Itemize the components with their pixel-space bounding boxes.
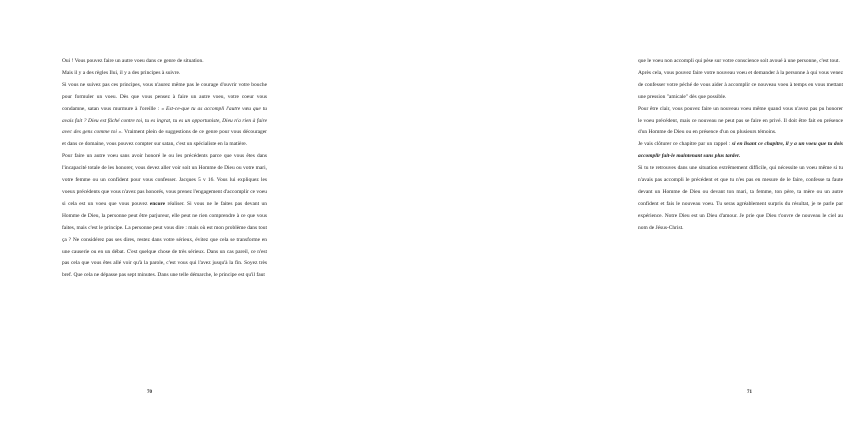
paragraph: Si vous ne suivez pas ces principes, vous n'aurez même pas le courage d'ouvrir votre bouche pour formuler un voeu. Dès que vous pensez à faire un autre voeu, votre coeur vous condamne, satan vous murmure à l'oreille : « Est-ce-que tu as accompli l'autre vœu que tu avais fait ? Dieu est fâché contre toi, tu es ingrat, tu es un opportuniste, Dieu n'a rien à faire avec des gens comme toi ». Vraiment plein de suggestions de ce genre pour vous décourager et dans ce domaine, vous pouvez compter sur satan, c'est un spécialiste en la matière. bbox=[62, 81, 267, 148]
paragraph: Mais il y a des règles Ilui, il y a des principes à suivre. bbox=[62, 69, 181, 76]
paragraph: Je vais clôturer ce chapitre par un rappel : si en lisant ce chapitre, il y a un voeu que tu dois accomplir fait-le maintenant sans plus tarder. bbox=[638, 141, 843, 160]
italic-quote: « Est-ce-que tu as accompli l'autre vœu que tu avais fait ? Dieu est fâché contre toi, tu es ingrat, tu es un opportuniste, Dieu n'a rien à faire avec des gens comme toi » bbox=[62, 105, 267, 136]
paragraph: Pour être clair, vous pouvez faire un nouveau voeu même quand vous n'avez pas pu honorer le voeu précédent, mais ce nouveau ne peut pas se faire en privé. Il doit être fait en présence d'un Homme de Dieu ou en présence d'un ou plusieurs témoins. bbox=[638, 105, 843, 136]
right-page-text bbox=[638, 56, 843, 235]
left-page bbox=[0, 0, 300, 424]
paragraph: Pour faire un autre voeu sans avoir honoré le ou les précédents parce que vous êtes dans l'incapacité totale de les honorer, vous devez aller voir soit un Homme de Dieu ou votre mari, votre femme ou un confident pour vous confesser. Jacques 5 v 16. Vous lui expliquez les voeux précédents que vous n'avez pas honorés, vous prenez l'engagement d'accomplir ce voeu si cela est un voeu que vous pouvez encore réaliser. Si vous ne le faites pas devant un Homme de Dieu, la personne peut être parjureur, elle peut ne rien comprendre à ce que vous faites, mais c'est le principe. La personne peut vous dire : mais où est mon problème dans tout ça ? Ne considérez pas ses dires, restez dans votre sérieux, évitez que cela se transforme en une causerie ou en un débat. C'est quelque chose de très sérieux. Dans un cas pareil, ce n'est pas cela que vous êtes allé voir qu'à la parole, c'est vous qui l'avez jusqu'à la fin. Soyez très bref. Que cela ne dépasse pas sept minutes. Dans une telle démarche, le principe est qu'il faut bbox=[62, 153, 267, 279]
page-number-left: 70 bbox=[147, 390, 152, 395]
bold-italic-emphasis: si en lisant ce chapitre, il y a un voeu que tu dois accomplir fait-le maintenant sans plus tarder. bbox=[638, 141, 843, 160]
paragraph: Si tu te retrouves dans une situation extrêmement difficile, qui nécessite un voeu même si tu n'avais pas accompli le précédent et que tu n'es pas en mesure de le faire, confesse ta faute devant un Homme de Dieu ou devant ton mari, ta femme, ton père, ta mère ou un autre confident et fais le nouveau voeu. Tu seras agréablement surpris du résultat, je te parle par expérience. Notre Dieu est un Dieu d'amour. Je prie que Dieu t'ouvre de nouveau le ciel au nom de Jésus-Christ. bbox=[638, 165, 843, 231]
paragraph: Après cela, vous pouvez faire votre nouveau voeu et demander à la personne à qui vous venez de confesser votre péché de vous aider à accomplir ce nouveau voeu à temps en vous mettant une pression "amicale" dès que possible. bbox=[638, 69, 843, 100]
left-page-text bbox=[62, 56, 267, 282]
right-page bbox=[300, 0, 843, 424]
page-number-right: 71 bbox=[747, 390, 752, 395]
paragraph: Oui ! Vous pouvez faire un autre voeu dans ce genre de situation. bbox=[62, 58, 204, 64]
paragraph: que le voeu non accompli qui pèse sur votre conscience soit avoué à une personne, c'est tout. bbox=[638, 58, 840, 64]
bold-word: encore bbox=[149, 200, 166, 207]
